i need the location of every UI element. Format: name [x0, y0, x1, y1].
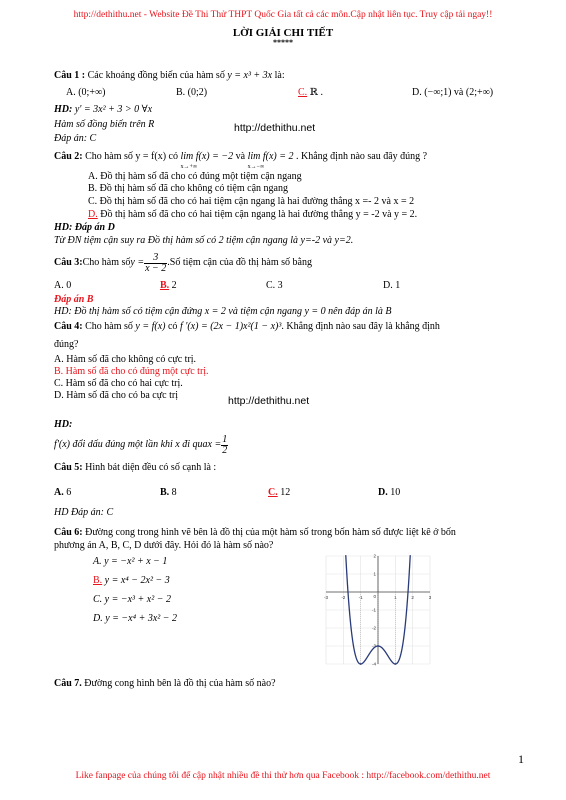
q3-fraction — [144, 253, 167, 274]
q5-label: Câu 5: — [54, 462, 83, 473]
q1-answer: Đáp án: C — [54, 133, 97, 144]
q1-option-d: D. (−∞;1) và (2;+∞) — [412, 87, 494, 98]
q1-option-c — [298, 87, 323, 99]
q4-stem-line2: đúng? — [54, 339, 79, 350]
q4-option-c: C. Hàm số đã cho có hai cực trị. — [54, 378, 183, 389]
q5-option-c-value: 12 — [277, 487, 291, 498]
q2-option-d-text: Đồ thị hàm số đã cho có hai tiệm cận ngang là hai đường thẳng y = -2 và y = 2. — [97, 209, 418, 220]
q5-option-a-value: 6 — [63, 487, 72, 498]
q7-text: Đường cong hình bên là đồ thị của hàm số nào? — [81, 678, 276, 689]
q4-stem — [54, 321, 440, 333]
title-stars: ***** — [273, 38, 293, 47]
q2-explain: Từ ĐN tiệm cận suy ra Đồ thị hàm số có 2 tiệm cận ngang là y=-2 và y=2. — [54, 235, 354, 246]
q2-option-a: A. Đồ thị hàm số đã cho có đúng một tiệm cận ngang — [88, 171, 302, 182]
q5-option-d-letter: D. — [378, 487, 388, 498]
q3-option-b — [160, 280, 177, 292]
q4-x-eq: x = — [207, 439, 222, 450]
q3-after: .Số tiệm cận của đồ thị hàm số bằng — [167, 257, 312, 268]
footer-fanpage-link[interactable]: Like fanpage của chúng tôi để cập nhật nhiều đề thi thử hơn qua Facebook : http://facebook.com/dethithu.net — [75, 771, 491, 781]
q7-stem — [54, 678, 276, 690]
graph-point — [377, 645, 379, 647]
q4-watermark: http://dethithu.net — [228, 395, 310, 407]
q5-text: Hình bát diện đều có số cạnh là : — [82, 462, 217, 473]
header-banner-link[interactable]: http://dethithu.net - Website Đề Thi Thử THPT Quốc Gia tất cả các môn.Cập nhật liên tục. Truy cập tải ngay!! — [73, 10, 493, 20]
q1-watermark: http://dethithu.net — [234, 122, 316, 134]
q7-label: Câu 7. — [54, 678, 82, 689]
q3-fraction-num: 3 — [144, 253, 167, 264]
q2-option-d-letter: D. — [88, 209, 98, 220]
q6-option-b-formula: y = x⁴ − 2x² − 3 — [102, 575, 170, 586]
q4-half-den: 2 — [222, 444, 228, 456]
q3-option-a: A. 0 — [54, 280, 72, 291]
q5-stem — [54, 462, 216, 474]
q5-option-d — [378, 487, 400, 499]
q3-fraction-den: x − 2 — [145, 262, 167, 274]
q4-option-d: D. Hàm số đã cho có ba cực trị — [54, 390, 178, 401]
q2-option-d — [88, 209, 417, 221]
q1-hd — [54, 104, 152, 116]
q1-hd-formula: y' = 3x² + 3 > 0 ∀x — [72, 104, 153, 115]
q5-option-c-letter: C. — [268, 487, 278, 498]
q5-option-b-letter: B. — [160, 487, 170, 498]
q6-graph — [318, 550, 438, 670]
q1-option-c-letter: C. — [298, 87, 308, 98]
q4-fx: y = f(x) — [135, 321, 166, 332]
origin-tick-label: 0 — [373, 594, 376, 599]
q1-hd-line2: Hàm số đồng biến trên R — [54, 119, 155, 130]
footer-fanpage[interactable] — [0, 770, 566, 782]
q2-option-c: C. Đồ thị hàm số đã cho có hai tiệm cận ngang là hai đường thẳng x =- 2 và x = 2 — [88, 196, 415, 207]
q4-option-b: B. Hàm số đã cho có đúng một cực trị. — [54, 366, 209, 377]
q2-limit-1 — [180, 151, 234, 170]
q5-option-c — [268, 487, 290, 499]
q5-option-b — [160, 487, 177, 499]
q4-half-fraction — [221, 435, 228, 456]
q4-co: có — [165, 321, 180, 332]
q1-option-a: A. (0;+∞) — [66, 87, 106, 98]
y-tick-label: -1 — [371, 607, 376, 613]
q6-option-c: C. y = −x³ + x² − 2 — [93, 594, 171, 605]
y-tick-label: -3 — [371, 643, 376, 649]
q1-after: là: — [272, 70, 285, 81]
x-tick-label: 1 — [394, 595, 397, 600]
q4-text: Cho hàm số — [82, 321, 136, 332]
graph-point — [360, 663, 362, 665]
q4-hd: HD: — [54, 419, 73, 430]
q1-text: Các khoảng đồng biến của hàm số — [85, 70, 228, 81]
q3-text: Cho hàm số — [82, 257, 131, 268]
q6-option-b-letter: B. — [93, 575, 103, 586]
q6-option-a: A. y = −x² + x − 1 — [93, 556, 168, 567]
q3-option-c: C. 3 — [266, 280, 283, 291]
q1-option-b: B. (0;2) — [176, 87, 208, 98]
y-tick-label: -2 — [371, 625, 376, 631]
q3-hd: HD: Đồ thị hàm số có tiệm cận đứng x = 2 và tiệm cận ngang y = 0 nên đáp án là B — [54, 306, 392, 317]
q4-derivative: f '(x) = (2x − 1)x²(1 − x)³ — [179, 321, 282, 332]
q6-stem-line2: phương án A, B, C, D dưới đây. Hỏi đó là hàm số nào? — [54, 540, 274, 551]
x-tick-label: -1 — [358, 595, 363, 600]
q2-and: và — [233, 151, 248, 162]
q4-half-num: 1 — [222, 433, 228, 445]
y-tick-label: 1 — [373, 571, 376, 577]
q2-hd: HD: Đáp án D — [54, 222, 115, 233]
q3-option-b-letter: B. — [160, 280, 170, 291]
x-tick-label: -2 — [341, 595, 346, 600]
header-banner[interactable] — [0, 9, 566, 21]
x-tick-label: 2 — [411, 595, 414, 600]
q1-option-c-value: ℝ . — [307, 87, 323, 98]
q1-hd-label: HD: — [54, 104, 73, 115]
graph-point — [394, 663, 396, 665]
q3-y: y = — [130, 257, 145, 268]
q6-text: Đường cong trong hình vẽ bên là đồ thị của một hàm số trong bốn hàm số được liệt kê ở bốn — [82, 527, 456, 538]
x-tick-label: -3 — [323, 595, 329, 600]
page-title: LỜI GIẢI CHI TIẾT — [232, 27, 334, 39]
x-tick-label: 3 — [428, 595, 432, 600]
q2-limit-1-expr: lim f(x) = −2 — [180, 151, 234, 162]
q2-text: Cho hàm số y = f(x) có — [82, 151, 181, 162]
q2-limit-2 — [247, 151, 294, 170]
q6-option-b — [93, 575, 170, 587]
q2-limit-2-sub: x→−∞ — [247, 164, 265, 170]
q4-after: . Khẳng định nào sau đây là khẳng định — [281, 321, 440, 332]
q4-option-a: A. Hàm số đã cho không có cực trị. — [54, 354, 197, 365]
q6-option-d: D. y = −x⁴ + 3x² − 2 — [93, 613, 178, 624]
q5-option-d-value: 10 — [387, 487, 401, 498]
q2-limit-1-sub: x→+∞ — [180, 164, 198, 170]
q2-option-b: B. Đồ thị hàm số đã cho không có tiệm cận ngang — [88, 183, 288, 194]
q1-stem — [54, 70, 285, 82]
q4-label: Câu 4: — [54, 321, 83, 332]
q2-label: Câu 2: — [54, 151, 83, 162]
q6-stem — [54, 527, 456, 539]
y-tick-label: 2 — [373, 553, 376, 559]
q5-option-a-letter: A. — [54, 487, 64, 498]
q2-after: . Khẳng định nào sau đây đúng ? — [293, 151, 428, 162]
page-number: 1 — [518, 752, 524, 766]
q4-hd-line2 — [54, 432, 228, 458]
q3-label: Câu 3: — [54, 257, 83, 268]
q3-stem — [54, 250, 312, 276]
q1-label: Câu 1 : — [54, 70, 86, 81]
y-tick-label: -4 — [371, 661, 376, 667]
q5-option-a — [54, 487, 71, 499]
q1-formula: y = x³ + 3x — [227, 70, 273, 81]
q2-limit-2-expr: lim f(x) = 2 — [247, 151, 294, 162]
q4-hd2: f'(x) đổi dấu đúng một lần khi x đi qua — [54, 439, 208, 450]
q5-hd: HD Đáp án: C — [54, 507, 114, 518]
q2-stem — [54, 151, 428, 170]
q3-option-d: D. 1 — [383, 280, 401, 291]
q3-answer: Đáp án B — [54, 294, 94, 305]
q3-option-b-value: 2 — [169, 280, 177, 291]
q5-option-b-value: 8 — [169, 487, 177, 498]
q6-label: Câu 6: — [54, 527, 83, 538]
